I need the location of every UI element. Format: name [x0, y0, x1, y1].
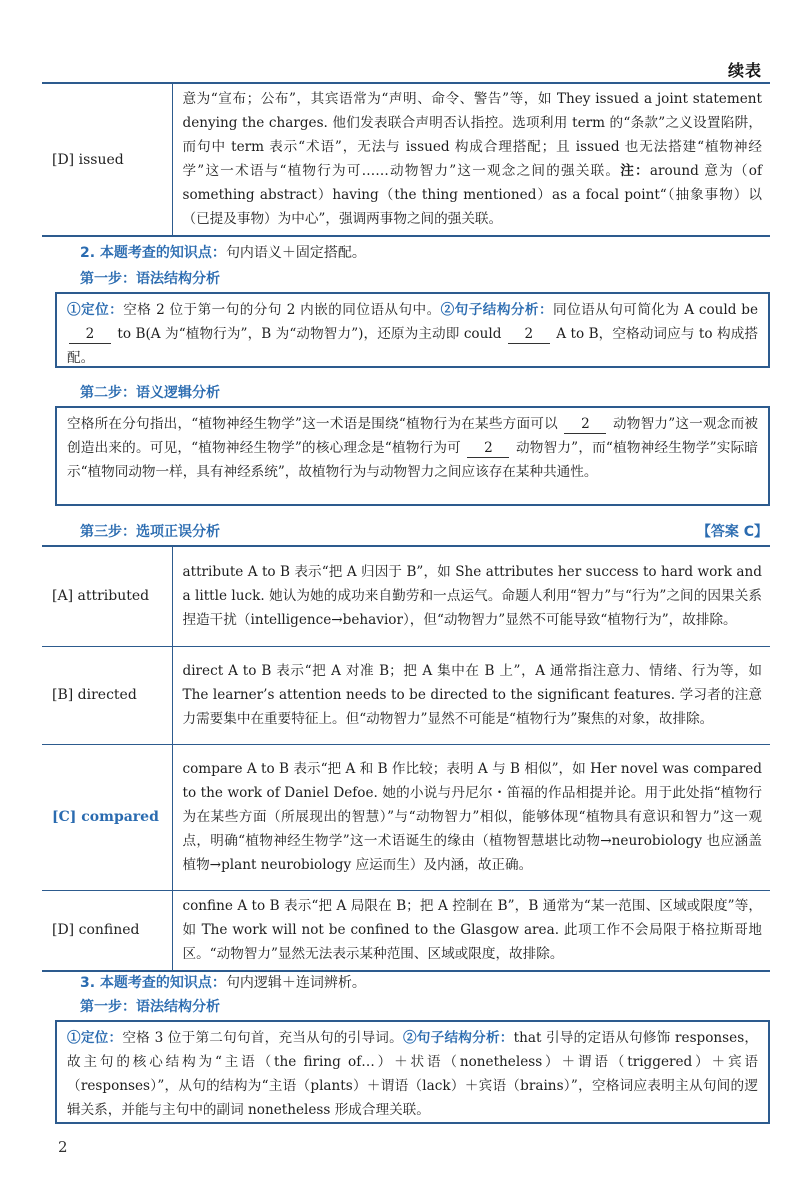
note-text: around 意为（of something abstract）having（the thing mentioned）as a focal point“（抽象事物）以（已提及事物）为中心”，强调两事物之间的强关联。: [182, 163, 762, 227]
option-explanation: compare A to B 表示“把 A 和 B 作比较；表明 A 与 B 相似”，如 Her novel was compared to the work of Daniel Defoe. 她的小说与丹尼尔・笛福的作品相提并论。用于此处指“植物行为在某些方面（所展现出的智慧）”与“动物智力”相似，能够体现“植物具有意识和智力”这一观点，明确“植物神经生物学”这一术语诞生的缘由（植物智慧堪比动物→neurobiology 也应涵盖植物→plant neurobiology 应运而生）及内涵，故正确。: [172, 744, 770, 890]
logic-text-3: 动物智力”，而“植物神经生物学”实际暗示“植物同动物一样，具有神经系统”，故植物行为与动物智力之间应该存在某种共通性。: [67, 440, 758, 480]
structure-text: that 引导的定语从句修饰 responses，故主句的核心结构为“主语（the firing of…）＋状语（nonetheless）＋谓语（triggered）＋宾语（responses）”，从句的结构为“主语（plants）＋谓语（lack）＋宾语（brains）”，空格词应表明主从句间的逻辑关系，并能与主句中的副词 nonetheless 形成合理关联。: [67, 1030, 759, 1118]
table-row: [42, 646, 770, 744]
section-number: 2.: [80, 245, 96, 261]
section-2-step-2-title: 第二步：语义逻辑分析: [80, 385, 220, 401]
section-label: 本题考查的知识点：: [99, 975, 226, 991]
table-row: [42, 546, 770, 646]
blank-number: 2: [564, 415, 606, 434]
structure-text-2: to B(A 为“植物行为”，B 为“动物智力”)，还原为主动即 could: [117, 326, 502, 342]
option-explanation: direct A to B 表示“把 A 对准 B；把 A 集中在 B 上”，A 通常指注意力、情绪、行为等，如 The learner’s attention needs to be directed to the significant features. 学习者的注意力需要集中在重要特征上。但“动物智力”显然不可能是“植物行为”聚焦的对象，故排除。: [172, 646, 770, 744]
table-row: [42, 890, 770, 971]
structure-label: ②句子结构分析：: [440, 302, 554, 318]
logic-text: 空格所在分句指出，“植物神经生物学”这一术语是围绕“植物行为在某些方面可以: [67, 416, 558, 432]
section-2-heading: [80, 242, 366, 262]
option-explanation: [172, 83, 770, 236]
section-2-step-3-title: 第三步：选项正误分析: [80, 524, 220, 540]
blank-number: 2: [69, 325, 111, 344]
table-row: [42, 83, 770, 236]
blank-number: 2: [467, 439, 509, 458]
section-2-step-1-box: [55, 292, 770, 368]
structure-text-3: A to B，空格动词应与 to 构成搭配。: [67, 326, 758, 366]
option-explanation: attribute A to B 表示“把 A 归因于 B”，如 She attributes her success to hard work and a little luck. 她认为她的成功来自勤劳和一点运气。命题人利用“智力”与“行为”之间的因果关系捏造干扰（intelligence→behavior），但“动物智力”显然不可能导致“植物行为”，故排除。: [172, 546, 770, 646]
section-text: 句内语义＋固定搭配。: [225, 245, 366, 261]
section-text: 句内逻辑＋连词辨析。: [225, 975, 366, 991]
continued-label: 续表: [727, 61, 762, 80]
section-3-step-1-box: [55, 1020, 770, 1124]
logic-text-2: 动物智力”这一观念而被创造出来的。可见，“植物神经生物学”的核心理念是“植物行为可: [67, 416, 759, 456]
option-table-continued: [42, 82, 770, 237]
locate-text: 空格 3 位于第二句句首，充当从句的引导词。: [122, 1030, 403, 1046]
answer-label: 【答案 C】: [696, 524, 768, 540]
page-number: 2: [58, 1138, 68, 1156]
option-analysis-table: [42, 545, 770, 972]
structure-label: ②句子结构分析：: [402, 1030, 514, 1046]
section-2-step-2-box: [55, 406, 770, 506]
section-3-step-1-title: 第一步：语法结构分析: [80, 999, 220, 1015]
locate-label: ①定位：: [67, 1030, 123, 1046]
option-explanation: confine A to B 表示“把 A 局限在 B；把 A 控制在 B”，B 通常为“某一范围、区域或限度”等，如 The work will not be confined to the Glasgow area. 此项工作不会局限于格拉斯哥地区。“动物智力”显然无法表示某种范围、区域或限度，故排除。: [182, 897, 762, 962]
section-3-heading: [80, 972, 366, 992]
locate-text: 空格 2 位于第一句的分句 2 内嵌的同位语从句中。: [123, 302, 441, 318]
option-label: [D] issued: [42, 83, 172, 236]
explanation-text: 意为“宣布；公布”，其宾语常为“声明、命令、警告”等，如 They issued a joint statement denying the charges. 他们发表联合声明否认指控。选项利用 term 的“条款”之义设置陷阱，而句中 term 表示“术语”，无法与 issued 构成合理搭配；且 issued 也无法搭建“植物神经学”这一术语与“植物行为可……动物智力”这一观念之间的强关联。: [182, 91, 762, 179]
section-number: 3.: [80, 975, 96, 991]
option-label: [D] confined: [42, 890, 172, 971]
section-label: 本题考查的知识点：: [99, 245, 226, 261]
section-2-step-1-title: 第一步：语法结构分析: [80, 271, 220, 287]
note-label: 注：: [620, 163, 650, 179]
structure-text: 同位语从句可简化为 A could be: [553, 302, 758, 318]
option-label: [A] attributed: [42, 546, 172, 646]
blank-number: 2: [508, 325, 550, 344]
table-row: [42, 744, 770, 890]
option-label: [B] directed: [42, 646, 172, 744]
locate-label: ①定位：: [67, 302, 124, 318]
option-label-correct: [C] compared: [42, 744, 172, 890]
